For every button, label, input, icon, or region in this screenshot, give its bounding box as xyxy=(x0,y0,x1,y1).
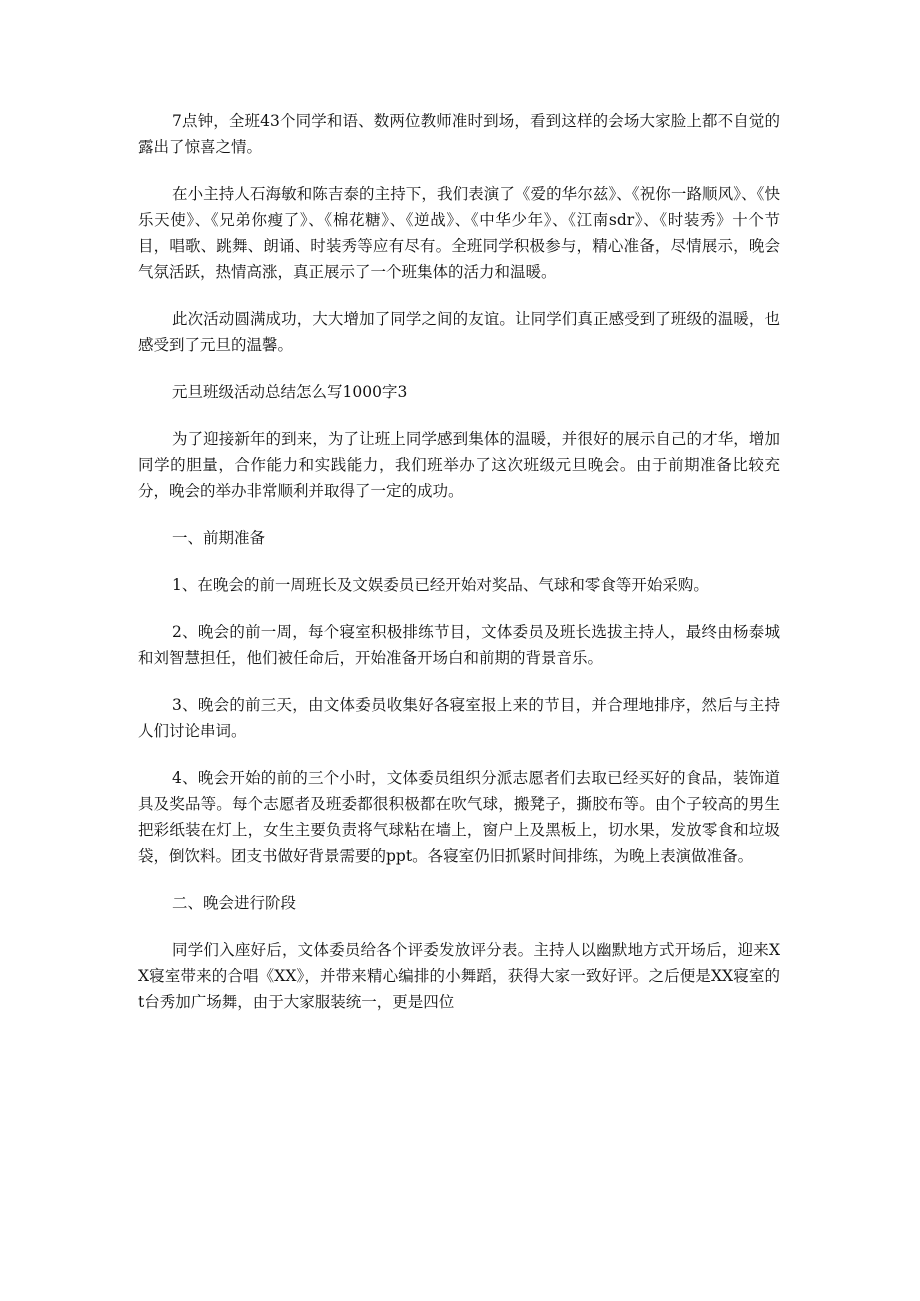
part1-heading: 一、前期准备 xyxy=(172,529,266,547)
paragraph-success: 此次活动圆满成功，大大增加了同学之间的友谊。让同学们真正感受到了班级的温暖，也感受到了元旦的温馨。 xyxy=(138,310,780,354)
part2-heading: 二、晚会进行阶段 xyxy=(172,894,297,912)
part1-item-3: 3、晚会的前三天，由文体委员收集好各寝室报上来的节目，并合理地排序，然后与主持人们讨论串词。 xyxy=(138,696,780,740)
section-title: 元旦班级活动总结怎么写1000字3 xyxy=(172,383,408,401)
paragraph-arrival: 7点钟，全班43个同学和语、数两位教师准时到场，看到这样的会场大家脸上都不自觉的露出了惊喜之情。 xyxy=(138,112,780,156)
document-page xyxy=(138,108,780,1036)
part1-item-1: 1、在晚会的前一周班长及文娱委员已经开始对奖品、气球和零食等开始采购。 xyxy=(172,576,709,594)
part2-paragraph: 同学们入座好后，文体委员给各个评委发放评分表。主持人以幽默地方式开场后，迎来XX寝室带来的合唱《XX》，并带来精心编排的小舞蹈，获得大家一致好评。之后便是XX寝室的t台秀加广场舞，由于大家服装统一，更是四位 xyxy=(138,941,780,1011)
paragraph-intro: 为了迎接新年的到来，为了让班上同学感到集体的温暖，并很好的展示自己的才华，增加同学的胆量，合作能力和实践能力，我们班举办了这次班级元旦晚会。由于前期准备比较充分，晚会的举办非常顺利并取得了一定的成功。 xyxy=(138,430,780,500)
paragraph-performances: 在小主持人石海敏和陈吉泰的主持下，我们表演了《爱的华尔兹》、《祝你一路顺风》、《快乐天使》、《兄弟你瘦了》、《棉花糖》、《逆战》、《中华少年》、《江南sdr》、《时装秀》十个节目，唱歌、跳舞、朗诵、时装秀等应有尽有。全班同学积极参与，精心准备，尽情展示，晚会气氛活跃，热情高涨，真正展示了一个班集体的活力和温暖。 xyxy=(138,185,780,281)
part1-item-2: 2、晚会的前一周，每个寝室积极排练节目，文体委员及班长选拔主持人，最终由杨泰城和刘智慧担任，他们被任命后，开始准备开场白和前期的背景音乐。 xyxy=(138,623,780,667)
part1-item-4: 4、晚会开始的前的三个小时，文体委员组织分派志愿者们去取已经买好的食品，装饰道具及奖品等。每个志愿者及班委都很积极都在吹气球，搬凳子，撕胶布等。由个子较高的男生把彩纸装在灯上，女生主要负责将气球粘在墙上，窗户上及黑板上，切水果，发放零食和垃圾袋，倒饮料。团支书做好背景需要的ppt。各寝室仍旧抓紧时间排练，为晚上表演做准备。 xyxy=(138,769,780,865)
